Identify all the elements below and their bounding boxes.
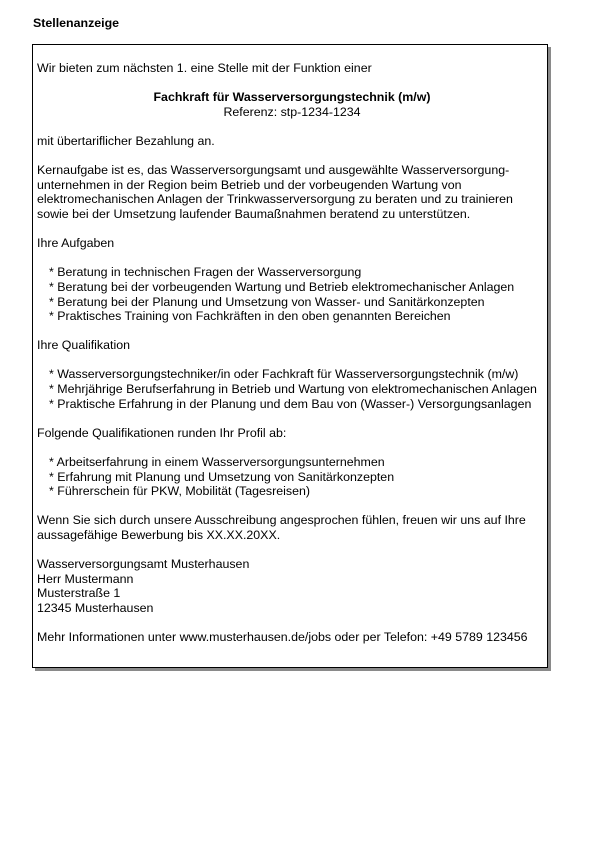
job-ad-box <box>32 44 548 668</box>
list-item-text: * Praktische Erfahrung in der Planung und dem Bau von (Wasser-) Versorgungsanlagen <box>49 396 532 411</box>
contact-city: 12345 Musterhausen <box>37 600 154 615</box>
list-item-text: * Wasserversorgungstechniker/in oder Fachkraft für Wasserversorgungstechnik (m/w) <box>49 367 519 382</box>
list-item-text: * Beratung in technischen Fragen der Wasserversorgung <box>49 265 362 280</box>
extras-list <box>37 455 547 499</box>
contact-street: Musterstraße 1 <box>37 586 121 601</box>
list-item-text: * Beratung bei der Planung und Umsetzung von Wasser- und Sanitärkonzepten <box>49 294 485 309</box>
intro-text: Wir bieten zum nächsten 1. eine Stelle mit der Funktion einer <box>37 61 372 75</box>
extras-heading: Folgende Qualifikationen runden Ihr Profil ab: <box>37 425 287 440</box>
tasks-heading: Ihre Aufgaben <box>37 236 115 251</box>
list-item-text: * Mehrjährige Berufserfahrung in Betrieb und Wartung von elektromechanischen Anlagen <box>49 382 537 397</box>
list-item <box>37 470 547 485</box>
salary-note: mit übertariflicher Bezahlung an. <box>37 133 215 148</box>
list-item <box>37 265 547 280</box>
list-item <box>37 295 547 310</box>
list-item-text: * Beratung bei der vorbeugenden Wartung und Betrieb elektromechanischer Anlagen <box>49 279 515 294</box>
list-item <box>37 367 547 382</box>
list-item-text: * Erfahrung mit Planung und Umsetzung von Sanitärkonzepten <box>49 469 395 484</box>
contact-block <box>37 557 547 615</box>
tasks-list <box>37 265 547 323</box>
more-info-text: Mehr Informationen unter www.musterhausen.de/jobs oder per Telefon: +49 5789 123456 <box>37 630 528 645</box>
list-item-text: * Praktisches Training von Fachkräften in den oben genannten Bereichen <box>49 309 451 324</box>
contact-person: Herr Mustermann <box>37 571 134 586</box>
list-item-text: * Führerschein für PKW, Mobilität (Tagesreisen) <box>49 484 310 499</box>
application-text: Wenn Sie sich durch unsere Ausschreibung angesprochen fühlen, freuen wir uns auf Ihre aussagefähige Bewerbung bis XX.XX.20XX. <box>37 513 526 542</box>
list-item <box>37 280 547 295</box>
list-item-text: * Arbeitserfahrung in einem Wasserversorgungsunternehmen <box>49 455 385 470</box>
reference-number: Referenz: stp-1234-1234 <box>223 104 361 119</box>
page-heading: Stellenanzeige <box>33 16 120 30</box>
job-title: Fachkraft für Wasserversorgungstechnik (m/w) <box>153 90 431 105</box>
list-item <box>37 397 547 412</box>
contact-organization: Wasserversorgungsamt Musterhausen <box>37 557 250 572</box>
core-task-text: Kernaufgabe ist es, das Wasserversorgungsamt und ausgewählte Wasserversorgung-unternehmen in der Region beim Betrieb und der vorbeugenden Wartung von elektromechanischen Anlagen der Trinkwasserversorgung zu beraten und zu trainieren sowie bei der Umsetzung laufender Baumaßnahmen beratend zu unterstützen. <box>37 163 513 221</box>
list-item <box>37 484 547 499</box>
job-title-block <box>37 90 547 119</box>
qualification-list <box>37 367 547 411</box>
qualification-heading: Ihre Qualifikation <box>37 338 130 353</box>
list-item <box>37 455 547 470</box>
list-item <box>37 382 547 397</box>
list-item <box>37 309 547 324</box>
